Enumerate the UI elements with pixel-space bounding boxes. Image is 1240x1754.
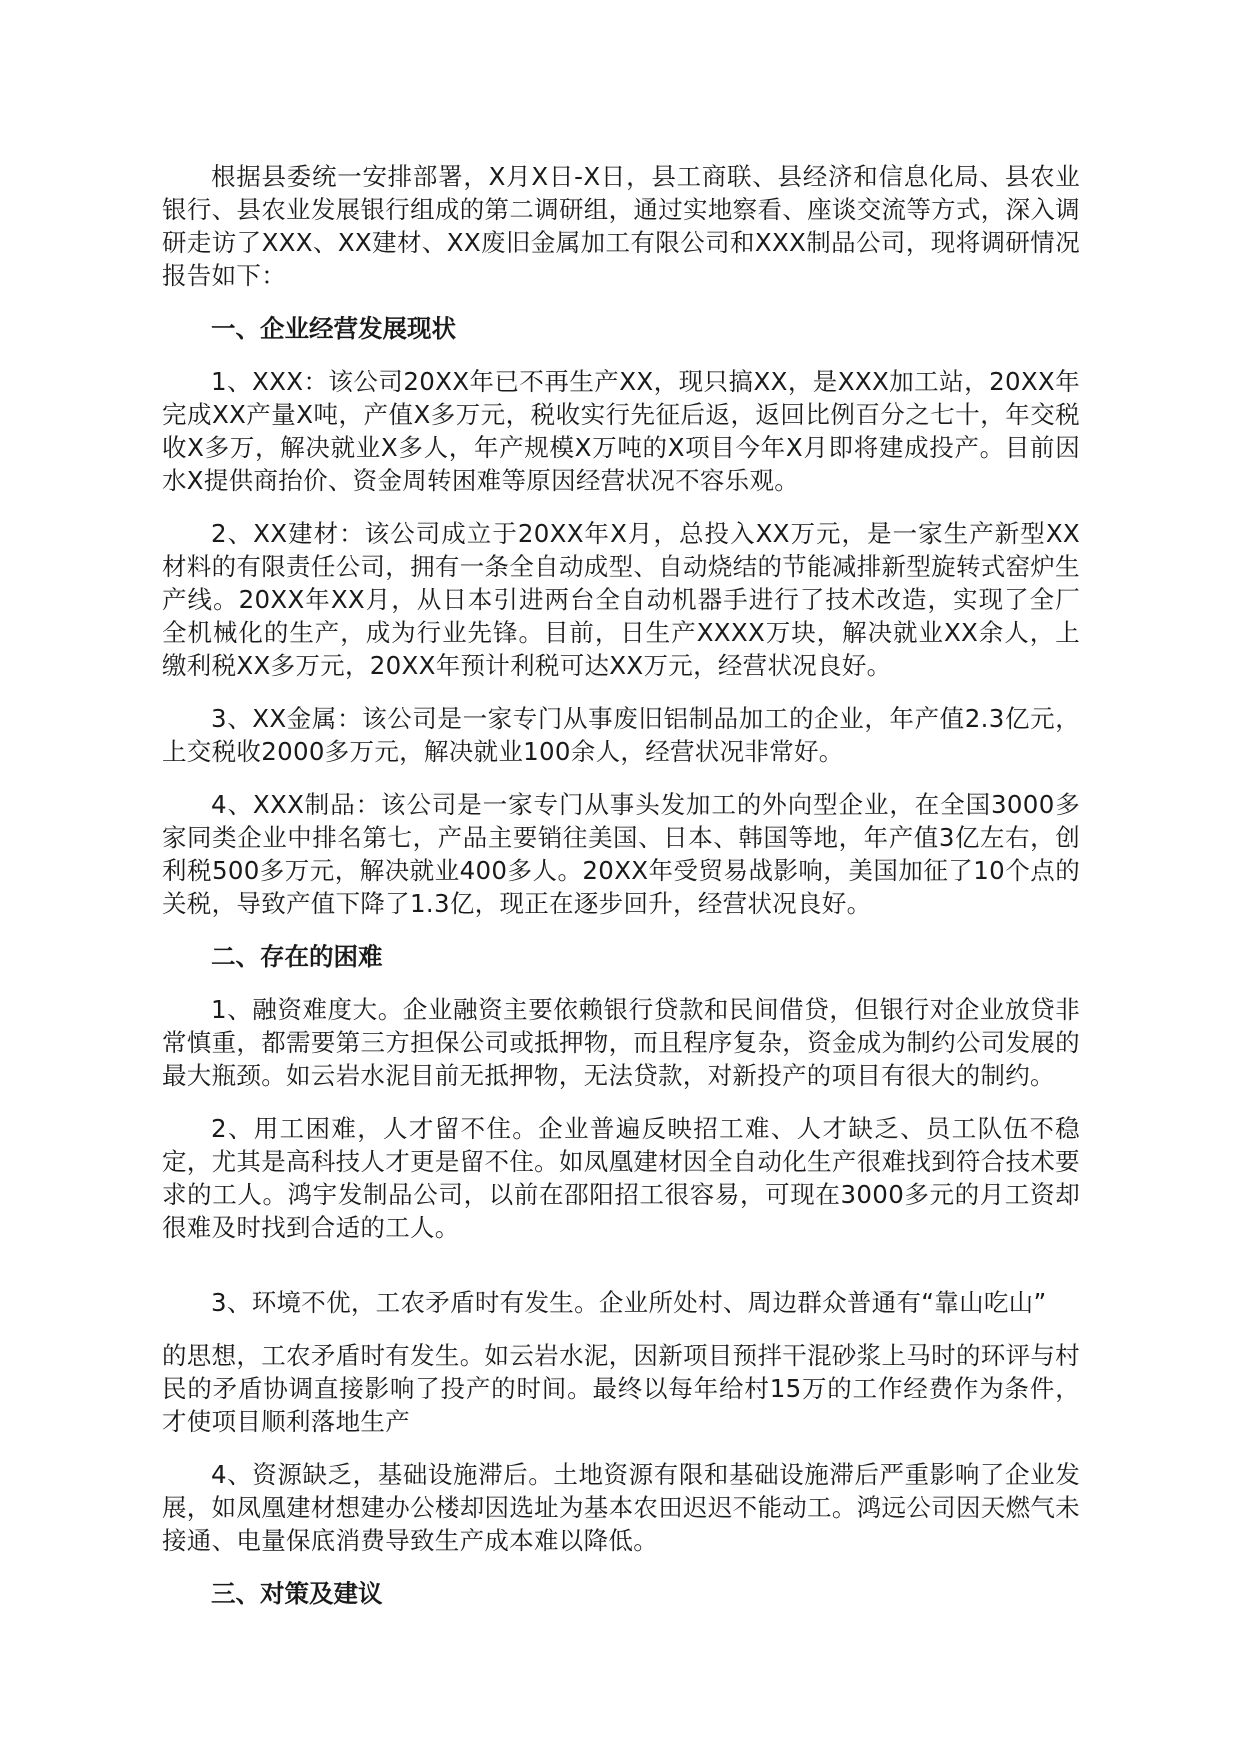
intro-paragraph: 根据县委统一安排部署，X月X日-X日，县工商联、县经济和信息化局、县农业银行、县农业发展银行组成的第二调研组，通过实地察看、座谈交流等方式，深入调研走访了XXX、XX建材、XX废旧金属加工有限公司和XXX制品公司，现将调研情况报告如下： <box>162 162 1080 290</box>
section2-item-3-line1: 3、环境不优，工农矛盾时有发生。企业所处村、周边群众普通有“靠山吃山” <box>211 1288 1047 1317</box>
section1-item-3: 3、XX金属：该公司是一家专门从事废旧铝制品加工的企业，年产值2.3亿元，上交税收2000多万元，解决就业100余人，经营状况非常好。 <box>162 704 1080 766</box>
section-heading-3: 三、对策及建议 <box>211 1579 383 1608</box>
section-heading-2: 二、存在的困难 <box>211 942 383 971</box>
section2-item-2: 2、用工困难，人才留不住。企业普遍反映招工难、人才缺乏、员工队伍不稳定，尤其是高科技人才更是留不住。如凤凰建材因全自动化生产很难找到符合技术要求的工人。鸿宇发制品公司，以前在邵阳招工很容易，可现在3000多元的月工资却很难及时找到合适的工人。 <box>162 1114 1080 1242</box>
section1-item-4: 4、XXX制品：该公司是一家专门从事头发加工的外向型企业，在全国3000多家同类企业中排名第七，产品主要销往美国、日本、韩国等地，年产值3亿左右，创利税500多万元，解决就业400多人。20XX年受贸易战影响，美国加征了10个点的关税，导致产值下降了1.3亿，现正在逐步回升，经营状况良好。 <box>162 790 1080 918</box>
section1-item-1: 1、XXX：该公司20XX年已不再生产XX，现只搞XX，是XXX加工站，20XX年完成XX产量X吨，产值X多万元，税收实行先征后返，返回比例百分之七十，年交税收X多万，解决就业X多人，年产规模X万吨的X项目今年X月即将建成投产。目前因水X提供商抬价、资金周转困难等原因经营状况不容乐观。 <box>162 367 1080 495</box>
document-page <box>162 160 1080 1610</box>
section1-item-2: 2、XX建材：该公司成立于20XX年X月，总投入XX万元，是一家生产新型XX材料的有限责任公司，拥有一条全自动成型、自动烧结的节能减排新型旋转式窑炉生产线。20XX年XX月，从日本引进两台全自动机器手进行了技术改造，实现了全厂全机械化的生产，成为行业先锋。目前，日生产XXXX万块，解决就业XX余人，上缴利税XX多万元，20XX年预计利税可达XX万元，经营状况良好。 <box>162 519 1080 680</box>
section2-item-1: 1、融资难度大。企业融资主要依赖银行贷款和民间借贷，但银行对企业放贷非常慎重，都需要第三方担保公司或抵押物，而且程序复杂，资金成为制约公司发展的最大瓶颈。如云岩水泥目前无抵押物，无法贷款，对新投产的项目有很大的制约。 <box>162 995 1080 1090</box>
section-heading-1: 一、企业经营发展现状 <box>211 314 456 343</box>
section2-item-3-continued: 的思想，工农矛盾时有发生。如云岩水泥，因新项目预拌干混砂浆上马时的环评与村民的矛盾协调直接影响了投产的时间。最终以每年给村15万的工作经费作为条件，才使项目顺利落地生产 <box>162 1341 1080 1436</box>
section2-item-4: 4、资源缺乏，基础设施滞后。土地资源有限和基础设施滞后严重影响了企业发展，如凤凰建材想建办公楼却因选址为基本农田迟迟不能动工。鸿远公司因天燃气未接通、电量保底消费导致生产成本难以降低。 <box>162 1460 1080 1555</box>
